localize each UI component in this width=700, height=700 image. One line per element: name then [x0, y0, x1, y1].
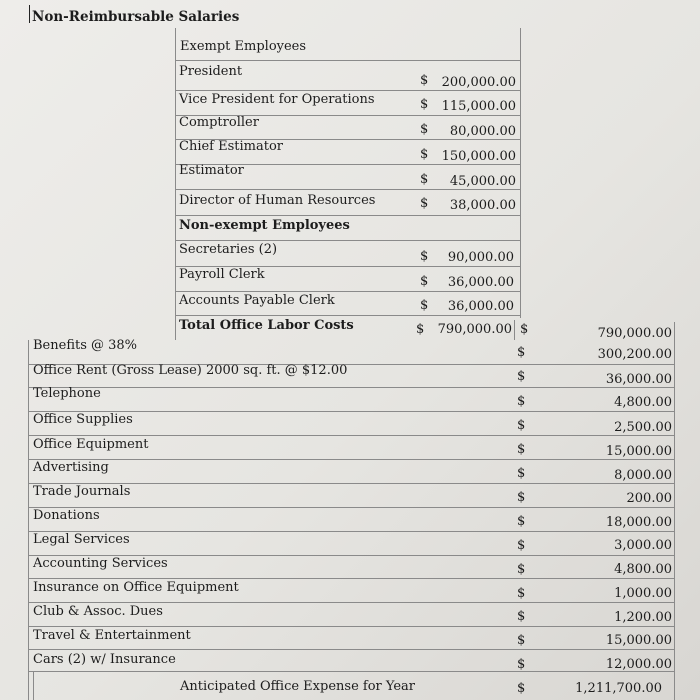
cell-cursor	[29, 5, 30, 23]
grid-line	[175, 189, 520, 190]
row-label: Secretaries (2)	[179, 242, 278, 257]
currency-symbol: $	[517, 442, 526, 457]
currency-symbol: $	[517, 609, 526, 624]
grid-line	[175, 315, 520, 316]
grid-line	[28, 578, 674, 579]
grid-line	[33, 672, 34, 700]
grid-line	[28, 459, 674, 460]
amount: 38,000.00	[449, 198, 516, 213]
currency-symbol: $	[520, 322, 529, 337]
amount: 115,000.00	[441, 99, 516, 114]
row-label: Total Office Labor Costs	[179, 318, 354, 333]
currency-symbol: $	[517, 562, 526, 577]
amount: 15,000.00	[605, 633, 672, 648]
grid-line	[175, 60, 520, 61]
currency-symbol: $	[517, 490, 526, 505]
grid-line	[175, 291, 520, 292]
currency-symbol: $	[420, 249, 429, 264]
grid-line	[514, 320, 515, 340]
grid-line	[175, 215, 520, 216]
row-label: Office Equipment	[33, 437, 149, 452]
amount: 80,000.00	[449, 124, 516, 139]
currency-symbol: $	[517, 681, 526, 696]
currency-symbol: $	[420, 298, 429, 313]
row-label: Accounts Payable Clerk	[179, 293, 335, 308]
row-label: Insurance on Office Equipment	[33, 580, 239, 595]
row-label: Cars (2) w/ Insurance	[33, 652, 176, 667]
row-label: Travel & Entertainment	[33, 628, 191, 643]
amount: 12,000.00	[605, 657, 672, 672]
nonexempt-header: Non-exempt Employees	[179, 218, 350, 233]
grid-line	[28, 602, 674, 603]
amount: 36,000.00	[447, 275, 514, 290]
amount: 36,000.00	[605, 372, 672, 387]
grid-line	[28, 626, 674, 627]
row-label: Club & Assoc. Dues	[33, 604, 163, 619]
amount: 2,500.00	[614, 420, 672, 435]
amount: 300,200.00	[597, 347, 672, 362]
currency-symbol: $	[517, 657, 526, 672]
amount: 90,000.00	[447, 250, 514, 265]
grid-line	[28, 340, 29, 700]
row-label: Anticipated Office Expense for Year	[180, 679, 415, 694]
currency-symbol: $	[517, 369, 526, 384]
amount: 18,000.00	[605, 515, 672, 530]
currency-symbol: $	[517, 586, 526, 601]
currency-symbol: $	[420, 122, 429, 137]
currency-symbol: $	[517, 394, 526, 409]
row-label: Chief Estimator	[179, 139, 283, 154]
grid-line	[28, 671, 674, 672]
currency-symbol: $	[517, 345, 526, 360]
row-label: Payroll Clerk	[179, 267, 265, 282]
row-label: Director of Human Resources	[179, 193, 376, 208]
grid-line	[520, 28, 521, 318]
currency-symbol: $	[517, 633, 526, 648]
currency-symbol: $	[420, 172, 429, 187]
row-label: Donations	[33, 508, 100, 523]
currency-symbol: $	[420, 147, 429, 162]
grid-line	[175, 90, 520, 91]
row-label: Estimator	[179, 163, 244, 178]
amount: 1,200.00	[614, 610, 672, 625]
amount: 1,000.00	[614, 586, 672, 601]
row-label: Vice President for Operations	[179, 92, 375, 107]
row-label: Comptroller	[179, 115, 259, 130]
amount: 790,000.00	[437, 322, 512, 337]
amount: 15,000.00	[605, 444, 672, 459]
currency-symbol: $	[517, 466, 526, 481]
grid-line	[175, 240, 520, 241]
row-label: President	[179, 64, 243, 79]
amount: 45,000.00	[449, 174, 516, 189]
currency-symbol: $	[420, 97, 429, 112]
currency-symbol: $	[420, 274, 429, 289]
amount: 200,000.00	[441, 75, 516, 90]
amount: 200.00	[626, 491, 672, 506]
row-label: Trade Journals	[33, 484, 131, 499]
row-label: Accounting Services	[33, 556, 168, 571]
row-label: Benefits @ 38%	[33, 338, 138, 353]
grid-line	[674, 322, 675, 700]
row-label: Office Rent (Gross Lease) 2000 sq. ft. @ $12.00	[33, 363, 348, 378]
amount: 3,000.00	[614, 538, 672, 553]
row-label: Legal Services	[33, 532, 130, 547]
amount: 1,211,700.00	[575, 681, 662, 696]
row-label: Advertising	[33, 460, 109, 475]
amount: 4,800.00	[614, 562, 672, 577]
currency-symbol: $	[517, 418, 526, 433]
currency-symbol: $	[517, 514, 526, 529]
currency-symbol: $	[420, 73, 429, 88]
grid-line	[28, 387, 674, 388]
grid-line	[28, 649, 674, 650]
currency-symbol: $	[416, 322, 425, 337]
row-label: Telephone	[33, 386, 101, 401]
grid-line	[28, 507, 674, 508]
grid-line	[175, 28, 176, 340]
currency-symbol: $	[517, 538, 526, 553]
section-title: Non-Reimbursable Salaries	[32, 9, 240, 25]
row-label: Office Supplies	[33, 412, 133, 427]
amount: 150,000.00	[441, 149, 516, 164]
currency-symbol: $	[420, 196, 429, 211]
exempt-header: Exempt Employees	[180, 39, 307, 54]
amount: 8,000.00	[614, 468, 672, 483]
amount: 4,800.00	[614, 395, 672, 410]
amount: 790,000.00	[597, 326, 672, 341]
grid-line	[28, 435, 674, 436]
amount: 36,000.00	[447, 299, 514, 314]
